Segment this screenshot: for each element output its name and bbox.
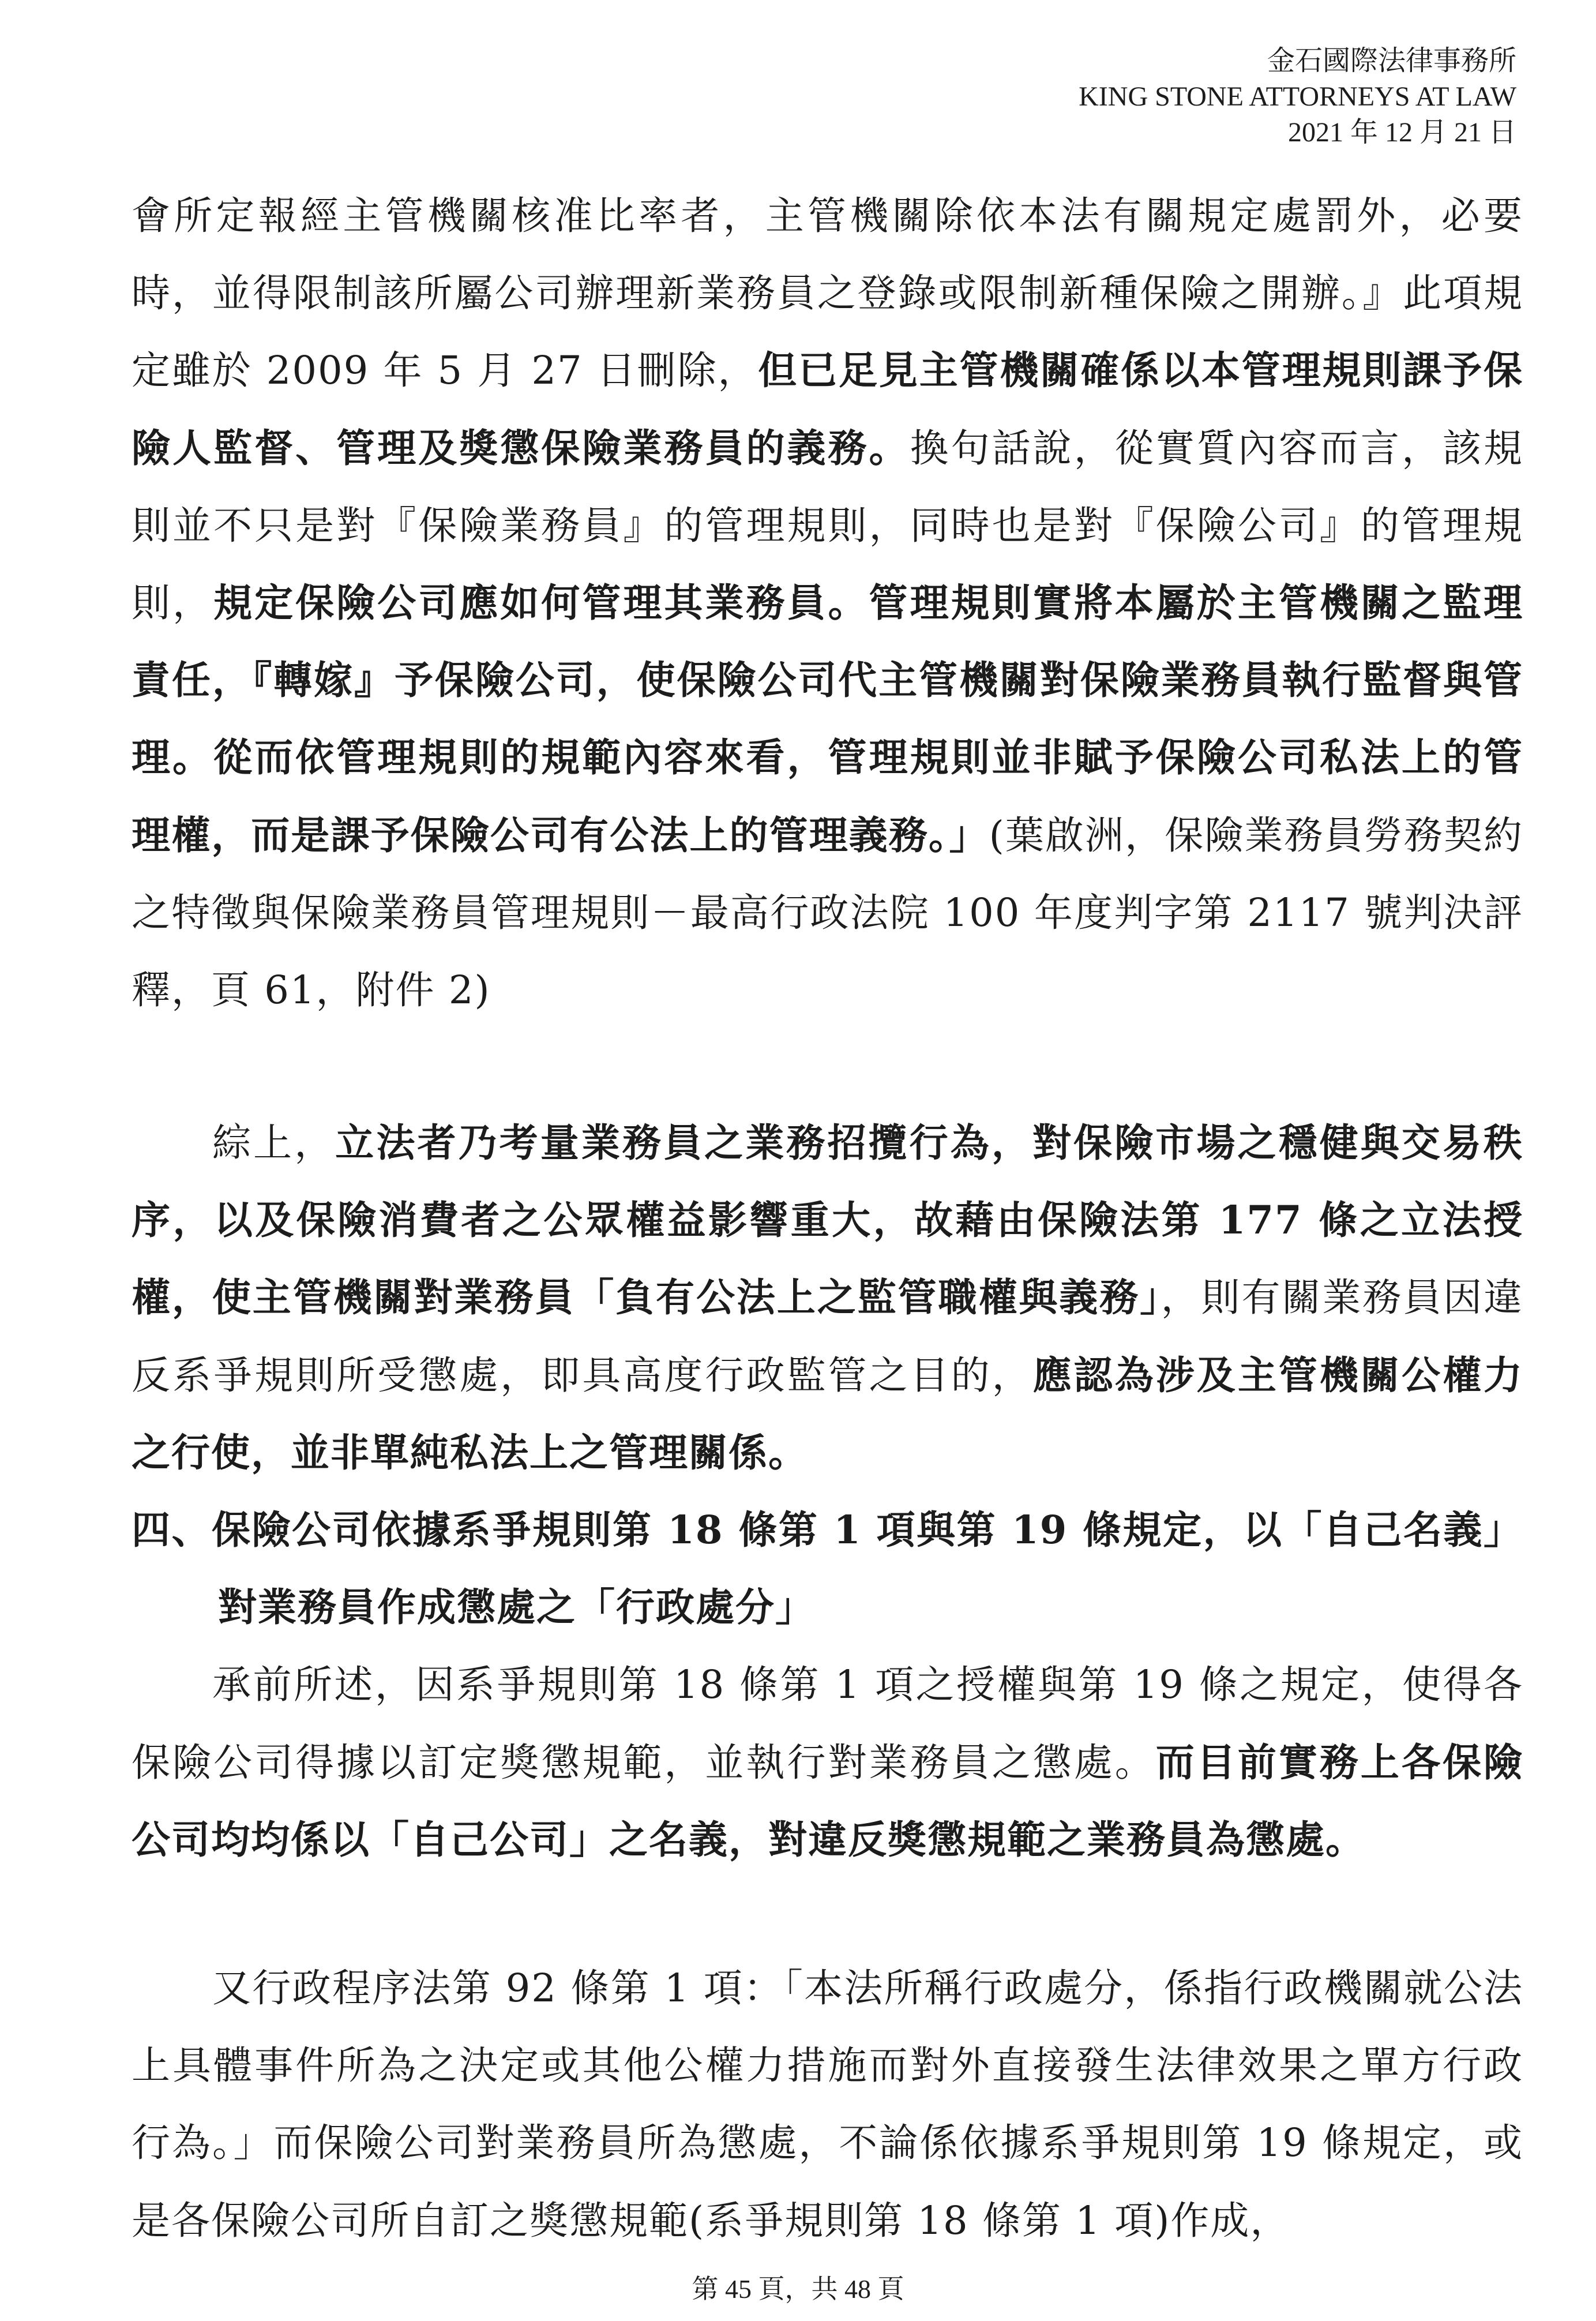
section-heading-4: 四、保險公司依據系爭規則第 18 條第 1 項與第 19 條規定，以「自己名義」對業務員作成懲處之「行政處分」: [132, 1507, 1523, 1630]
p1-text-1: 會所定報經主管機關核准比率者，主管機關除依本法有關規定處罰外，必要時，並得限制該所屬公司辦理新業務員之登錄或限制新種保險之開辦。』此項規定雖於 2009 年 5 月 27 日刪除，: [132, 193, 1523, 393]
p1-bold-2: 規定保險公司應如何管理其業務員。管理規則實將本屬於主管機關之監理責任，『轉嫁』予保險公司，使保險公司代主管機關對保險業務員執行監督與管理。從而依管理規則的規範內容來看，管理規則並非賦予保險公司私法上的管理權，而是課予保險公司有公法上的管理義務。」: [132, 580, 1523, 858]
letterhead: [1079, 43, 1516, 151]
p2-text-1: 綜上，: [212, 1120, 336, 1165]
p1-bold-1: 但已足見主管機關確係以本管理規則課予保險人監督、管理及獎懲保險業務員的義務。: [132, 347, 1523, 471]
p1-text-2: 換句話說，從實質內容而言，該規則並不只是對『保險業務員』的管理規則，同時也是對『保險公司』的管理規則，: [132, 425, 1524, 626]
p2-text-2: ，則有關業務員因違反系爭規則所受懲處，即具高度行政監管之目的，: [132, 1275, 1524, 1398]
page-number: 第 45 頁，共 48 頁: [692, 2274, 904, 2304]
paragraph-3: [132, 1646, 1523, 1878]
p3-bold-1: 而目前實務上各保險公司均均係以「自己公司」之名義，對違反獎懲規範之業務員為懲處。: [132, 1739, 1524, 1862]
firm-name-en: KING STONE ATTORNEYS AT LAW: [1079, 81, 1516, 112]
p1-citation: (葉啟洲，保險業務員勞務契約之特徵與保險業務員管理規則－最高行政法院 100 年度判字第 2117 號判決評釋，頁 61，附件 2): [132, 812, 1524, 1013]
document-date: 2021 年 12 月 21 日: [1287, 117, 1516, 148]
paragraph-quote-continuation: [132, 177, 1523, 1029]
p2-bold-1: 立法者乃考量業務員之業務招攬行為，對保險市場之穩健與交易秩序，以及保險消費者之公眾權益影響重大，故藉由保險法第 177 條之立法授權，使主管機關對業務員「負有公法上之監管職權與義務」: [132, 1120, 1524, 1321]
p2-bold-2: 應認為涉及主管機關公權力之行使，並非單純私法上之管理關係。: [132, 1352, 1524, 1475]
paragraph-admin-procedure: [132, 1949, 1523, 2259]
p3-text-1: 承前所述，因系爭規則第 18 條第 1 項之授權與第 19 條之規定，使得各保險公司得據以訂定獎懲規範，並執行對業務員之懲處。: [132, 1662, 1523, 1785]
paragraph-4: 又行政程序法第 92 條第 1 項：「本法所稱行政處分，係指行政機關就公法上具體事件所為之決定或其他公權力措施而對外直接發生法律效果之單方行政行為。」而保險公司對業務員所為懲處，不論係依據系爭規則第 19 條規定，或是各保險公司所自訂之獎懲規範(系爭規則第 18 條第 1 項)作成，: [132, 1966, 1523, 2243]
paragraph-summary: [132, 1104, 1523, 1878]
paragraph-1: [132, 177, 1523, 1029]
firm-name-zh: 金石國際法律事務所: [1267, 46, 1516, 76]
paragraph-2: [132, 1104, 1523, 1491]
